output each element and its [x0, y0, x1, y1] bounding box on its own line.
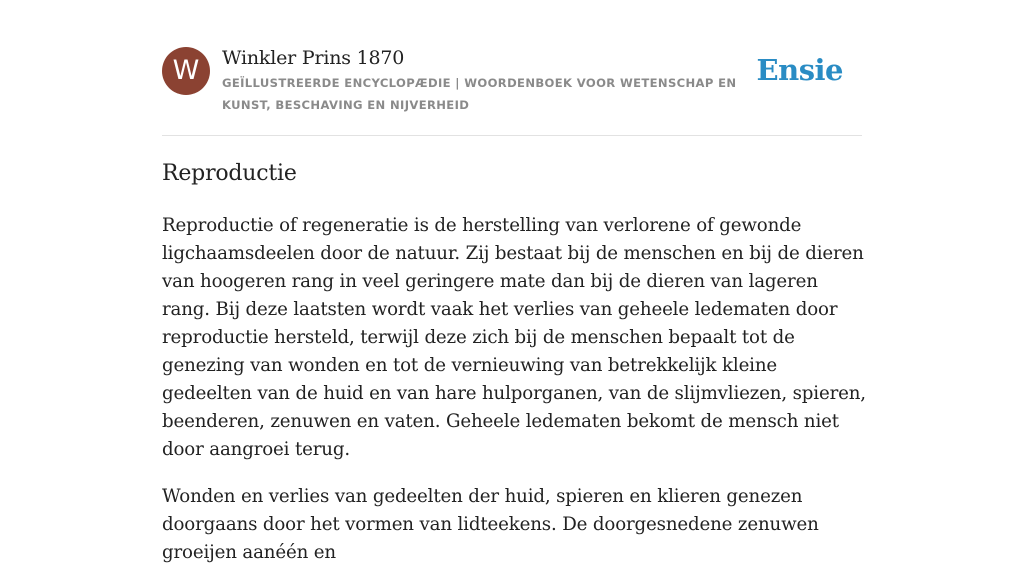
article-body	[162, 212, 867, 586]
article-paragraph-2: Wonden en verlies van gedeelten der huid, spieren en klieren genezen doorgaans door het vormen van lidteekens. De doorgesnedene zenuwen groeijen aanéén en	[162, 486, 819, 563]
source-avatar[interactable]: W	[162, 47, 210, 95]
source-header	[222, 45, 752, 116]
article-title: Reproductie	[162, 161, 297, 186]
source-subtitle: GEÏLLUSTREERDE ENCYCLOPÆDIE | WOORDENBOEK VOOR WETENSCHAP EN KUNST, BESCHAVING EN NIJVERHEID	[222, 76, 737, 112]
source-title[interactable]: Winkler Prins 1870	[222, 47, 405, 69]
ensie-logo[interactable]: Ensie	[756, 53, 843, 87]
header-divider	[162, 135, 862, 136]
article-paragraph-1: Reproductie of regeneratie is de herstelling van verlorene of gewonde ligchaamsdeelen door de natuur. Zij bestaat bij de menschen en bij de dieren van hoogeren rang in veel geringere mate dan bij de dieren van lageren rang. Bij deze laatsten wordt vaak het verlies van geheele ledematen door reproductie hersteld, terwijl deze zich bij de menschen bepaalt tot de genezing van wonden en tot de vernieuwing van betrekkelijk kleine gedeelten van de huid en van hare hulporganen, van de slijmvliezen, spieren, beenderen, zenuwen en vaten. Geheele ledematen bekomt de mensch niet door aangroei terug.	[162, 215, 866, 460]
